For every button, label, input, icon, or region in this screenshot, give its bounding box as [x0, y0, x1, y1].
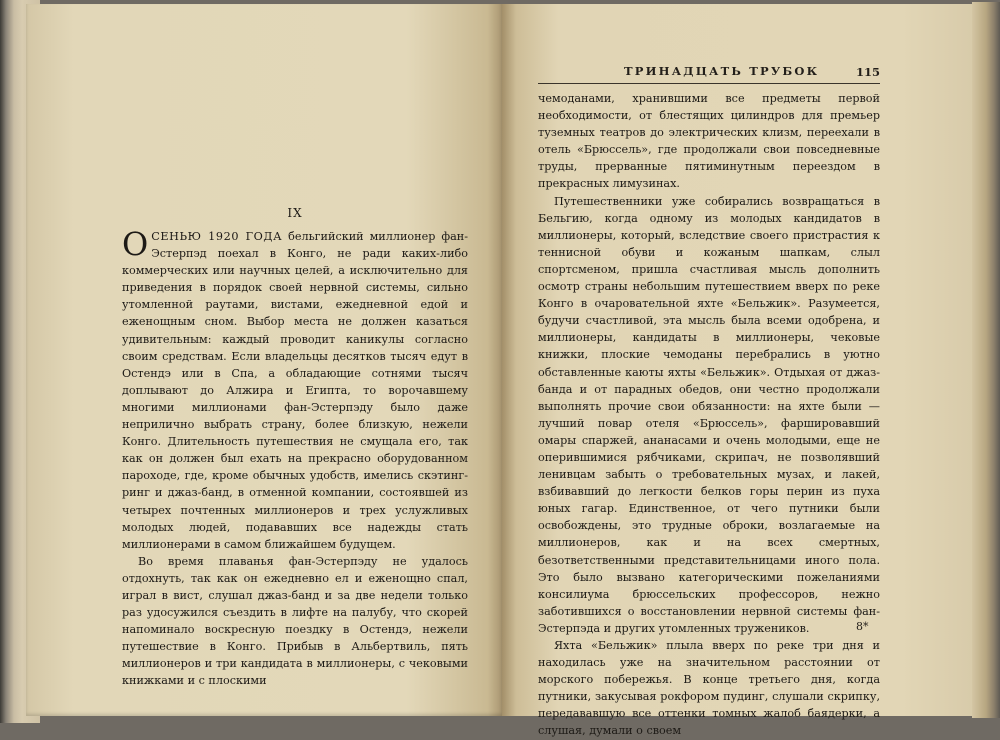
paragraph-3: Путешественники уже собирались возвращаться в Бельгию, когда одному из молодых кандидатов в миллионеры, который, вследствие своего пристрастия к теннисной обуви и кожаным шапкам, слыл спортсменом, пришла счастливая мысль дополнить осмотр страны небольшим путешествием вверх по реке Конго в очаровательной яхте «Бельжик». Разумеется, будучи счастливой, эта мысль была всеми одобрена, и миллионеры, кандидаты в миллионеры, чековые книжки, плоские чемоданы перебрались в уютно обставленные каюты яхты «Бельжик». Отдыхая от джаз-банда и от парадных обедов, они честно продолжали выполнять прочие свои обязанности: на яхте были — лучший повар отеля «Брюссель», фаршировавший омары спаржей, ананасами и очень молодыми, еще не оперившимися рябчиками, скрипач, не позволявший ленивцам забыть о требовательных музах, и лакей, взбивавший до легкости белков горы перин из пуха юных гагар. Единственное, от чего путники были освобождены, это трудные оброки, возлагаемые на миллионеров, как и на всех смертных, безответственными представительницами иного пола. Это было вызвано категорическими пожеланиями консилиума брюссельских профессоров, нежно заботившихся о восстановлении нервной системы фан-Эстерпэда и других утомленных тружеников. — [538, 194, 880, 635]
drop-cap: О — [122, 225, 149, 263]
paragraph-4: Яхта «Бельжик» плыла вверх по реке три дня и находилась уже на значительном расстоянии от морского побережья. В конце третьего дня, когда путники, закусывая рокфором пудинг, слушали скрипку, передававшую все оттенки томных жалоб баядерки, а слушая, думали о своем — [538, 639, 880, 738]
paragraph-1 — [122, 225, 468, 553]
right-page-text — [538, 90, 880, 740]
paragraph-2: Во время плаванья фан-Эстерпэду не удалось отдохнуть, так как он ежедневно ел и еженощно спал, играл в вист, слушал джаз-банд и за две недели только раз удосужился съездить в лифте на палубу, что скорей напоминало воскресную поездку в Остендэ, нежели путешествие в Конго. Прибыв в Альбертвиль, пять миллионеров и три кандидата в миллионеры, с чековыми книжками и с плоскими — [122, 554, 468, 688]
book-right-edge — [972, 2, 1000, 718]
left-page-text — [122, 225, 468, 690]
header-rule — [538, 83, 880, 84]
paragraph-continuation: чемоданами, хранившими все предметы первой необходимости, от блестящих цилиндров для премьер туземных театров до электрических клизм, переехали в отель «Брюссель», где продолжали свои повседневные труды, прерванные пятиминутным переездом в прекрасных лимузинах. — [538, 92, 880, 191]
running-head: ТРИНАДЦАТЬ ТРУБОК — [624, 64, 820, 78]
opening-words: СЕНЬЮ 1920 ГОДА — [151, 230, 283, 243]
paragraph-1-body: бельгийский миллионер фан-Эстерпэд поехал в Конго, не ради каких-либо коммерческих или научных целей, а исключительно для приведения в порядок своей нервной системы, сильно утомленной раутами, вистами, ежедневной едой и еженощным сном. Выбор места не должен казаться удивительным: каждый проводит каникулы согласно своим средствам. Если владельцы десятков тысяч едут в Остендэ или в Спа, а обладающие сотнями тысяч доплывают до Алжира и Египта, то ворочавшему многими миллионами фан-Эстерпэду было даже неприлично выбрать страну, более близкую, нежели Конго. Длительность путешествия не смущала его, так как он должен был ехать на прекрасно оборудованном пароходе, где, кроме обычных удобств, имелись скэтинг-ринг и джаз-банд, в отменной компании, состоявшей из четырех почтенных миллионеров и трех услужливых молодых людей, подававших все надежды стать миллионерами в самом ближайшем будущем. — [122, 230, 468, 551]
chapter-number: IX — [287, 206, 303, 220]
page-number: 115 — [856, 65, 881, 79]
signature-mark: 8* — [856, 620, 869, 633]
